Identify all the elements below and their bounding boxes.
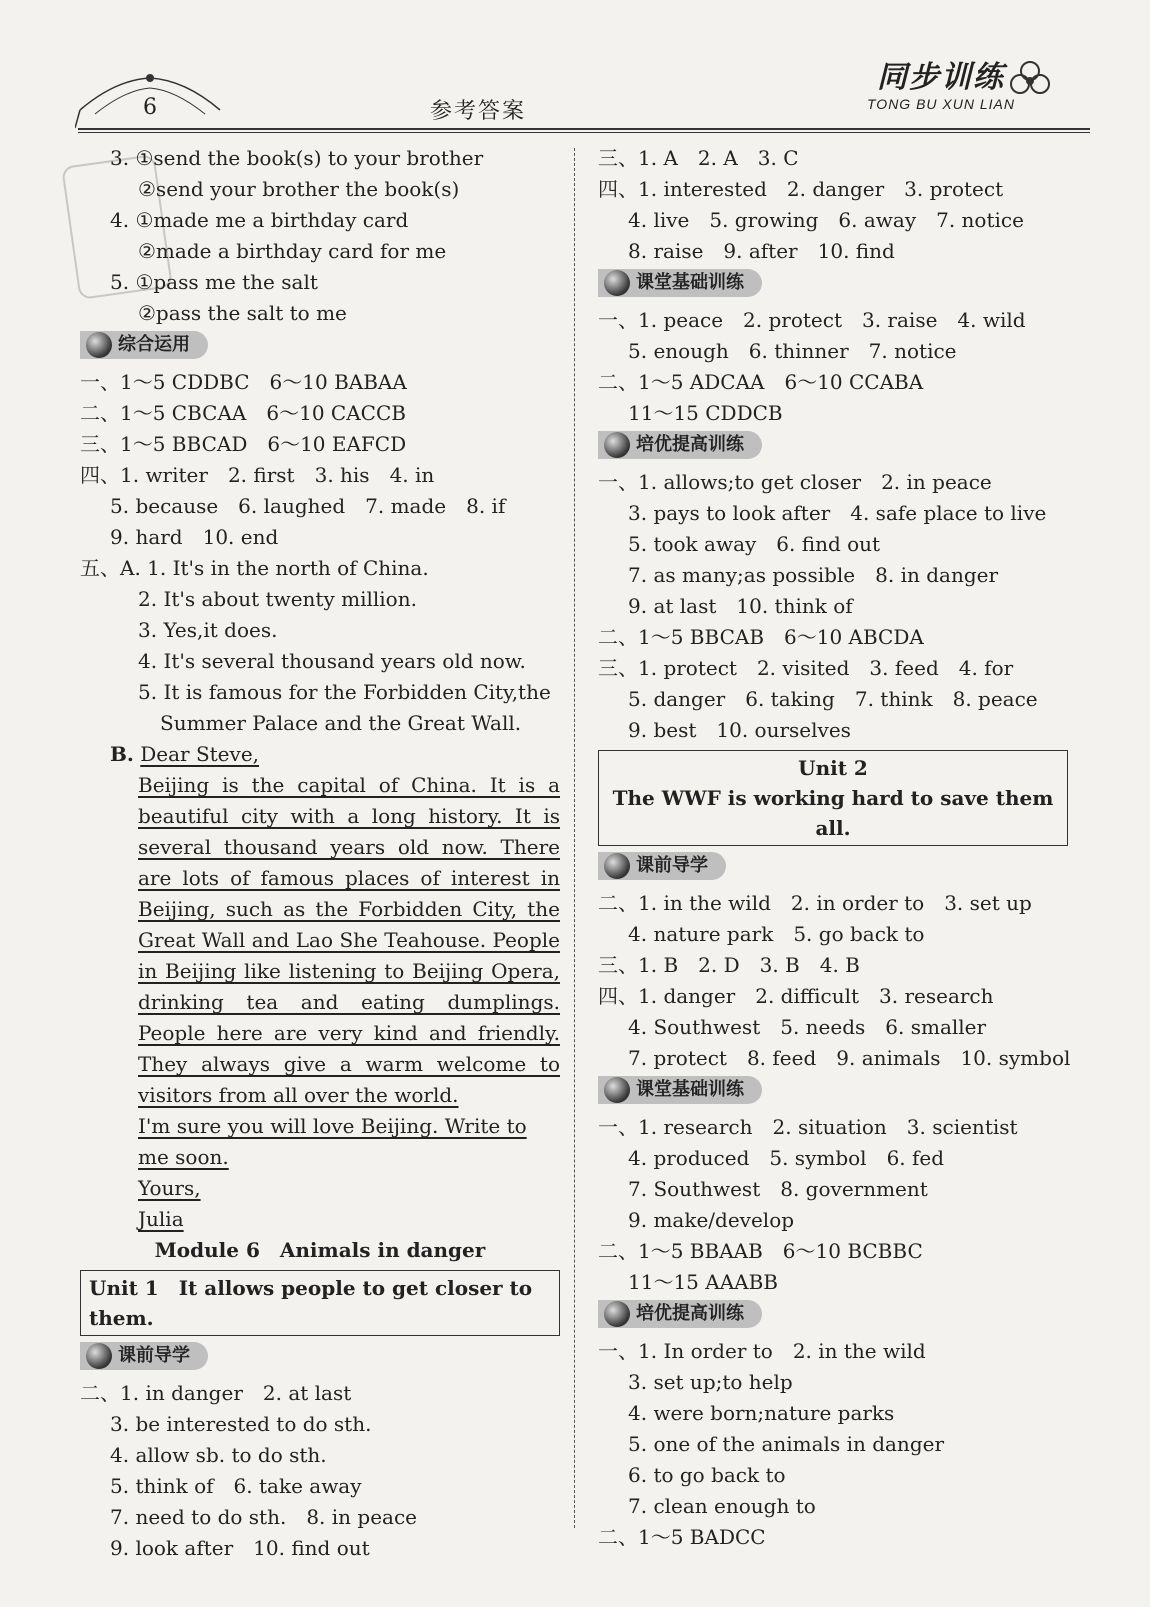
ball-icon — [604, 432, 630, 458]
answer-line: 二、1～5 BADCC — [598, 1525, 766, 1549]
right-column — [598, 143, 1071, 1553]
brand-logo — [867, 52, 1015, 112]
answer-line: 5. think of 6. take away — [110, 1474, 362, 1498]
section-tag-label: 综合运用 — [118, 334, 190, 355]
answer-line: 3. ①send the book(s) to your brother — [110, 146, 484, 170]
section-tag-label: 课堂基础训练 — [636, 1079, 744, 1100]
answer-line: 一、1. peace 2. protect 3. raise 4. wild — [598, 308, 1026, 332]
section-tag-label: 课前导学 — [636, 855, 708, 876]
letter-close: me soon. — [138, 1145, 229, 1169]
answer-line: 一、1. In order to 2. in the wild — [598, 1339, 926, 1363]
answer-line: 5. took away 6. find out — [628, 532, 881, 556]
answer-line: 4. It's several thousand years old now. — [138, 649, 526, 673]
answer-line: 7. Southwest 8. government — [628, 1177, 928, 1201]
flower-icon — [1005, 56, 1055, 106]
answer-line: 4. Southwest 5. needs 6. smaller — [628, 1015, 987, 1039]
answer-line: 9. make/develop — [628, 1208, 795, 1232]
answer-line: Summer Palace and the Great Wall. — [160, 711, 522, 735]
letter-signoff: Yours, — [138, 1176, 201, 1200]
answer-line: 9. at last 10. think of — [628, 594, 853, 618]
ball-icon — [604, 270, 630, 296]
answer-line: 3. pays to look after 4. safe place to live — [628, 501, 1047, 525]
section-tag — [598, 1076, 762, 1104]
page-number: 6 — [143, 95, 157, 120]
answer-line: 二、1～5 BBAAB 6～10 BCBBC — [598, 1239, 923, 1263]
answer-line: ②pass the salt to me — [138, 301, 347, 325]
answer-line: 4. produced 5. symbol 6. fed — [628, 1146, 945, 1170]
answer-line: 三、1. protect 2. visited 3. feed 4. for — [598, 656, 1014, 680]
section-tag-label: 培优提高训练 — [636, 434, 744, 455]
section-tag — [598, 269, 762, 297]
answer-line: 5. It is famous for the Forbidden City,the — [138, 680, 551, 704]
answer-line: 五、A. 1. It's in the north of China. — [80, 556, 429, 580]
answer-line: 三、1. A 2. A 3. C — [598, 146, 799, 170]
answer-line: ②send your brother the book(s) — [138, 177, 460, 201]
answer-line: 二、1～5 BBCAB 6～10 ABCDA — [598, 625, 924, 649]
answer-line: 7. protect 8. feed 9. animals 10. symbol — [628, 1046, 1071, 1070]
answer-line: 四、1. interested 2. danger 3. protect — [598, 177, 1004, 201]
answer-line: 4. ①made me a birthday card — [110, 208, 409, 232]
unit-title: Unit 1 It allows people to get closer to them. — [80, 1270, 560, 1336]
section-tag — [80, 1342, 208, 1370]
ball-icon — [604, 853, 630, 879]
ball-icon — [604, 1301, 630, 1327]
answer-line: 9. hard 10. end — [110, 525, 279, 549]
answer-line: 2. It's about twenty million. — [138, 587, 417, 611]
brand-cn: 同步训练 — [877, 60, 1005, 95]
answer-line: 4. nature park 5. go back to — [628, 922, 925, 946]
answer-line: 5. danger 6. taking 7. think 8. peace — [628, 687, 1038, 711]
answer-line: 3. Yes,it does. — [138, 618, 278, 642]
answer-line: 7. need to do sth. 8. in peace — [110, 1505, 418, 1529]
module-title: Module 6 Animals in danger — [154, 1238, 486, 1262]
section-tag — [598, 431, 762, 459]
letter-signature: Julia — [138, 1207, 184, 1231]
answer-line: 3. set up;to help — [628, 1370, 793, 1394]
answer-line: 一、1. research 2. situation 3. scientist — [598, 1115, 1018, 1139]
ball-icon — [86, 1343, 112, 1369]
answer-line: 二、1. in danger 2. at last — [80, 1381, 352, 1405]
ball-icon — [604, 1077, 630, 1103]
answer-line: 7. as many;as possible 8. in danger — [628, 563, 999, 587]
answer-line: 4. allow sb. to do sth. — [110, 1443, 327, 1467]
answer-line: ②made a birthday card for me — [138, 239, 447, 263]
section-tag — [598, 1300, 762, 1328]
answer-line: 三、1. B 2. D 3. B 4. B — [598, 953, 860, 977]
unit-title-box — [598, 750, 1068, 846]
answer-line: 9. look after 10. find out — [110, 1536, 370, 1560]
answer-line: 8. raise 9. after 10. find — [628, 239, 895, 263]
column-divider — [574, 148, 575, 1528]
answer-line: 5. one of the animals in danger — [628, 1432, 945, 1456]
answer-line: 6. to go back to — [628, 1463, 786, 1487]
header-rule — [78, 128, 1090, 130]
section-tag-label: 培优提高训练 — [636, 1303, 744, 1324]
answer-line: 7. clean enough to — [628, 1494, 816, 1518]
brand-en: TONG BU XUN LIAN — [867, 96, 1015, 112]
unit-title: The WWF is working hard to save them all. — [612, 786, 1054, 840]
letter-body: Beijing is the capital of China. It is a beautiful city with a long history. It is several thousand years old now. There are lots of famous places of interest in Beijing, such as the Forbidden City, the Great Wall and Lao She Teahouse. People in Beijing like listening to Beijing Opera, drinking tea and eating dumplings. People here are very kind and friendly. They always give a warm welcome to visitors from all over the world. — [138, 773, 560, 1107]
answer-line: 二、1～5 CBCAA 6～10 CACCB — [80, 401, 406, 425]
letter-label: B. — [110, 742, 134, 766]
answer-line: 一、1～5 CDDBC 6～10 BABAA — [80, 370, 407, 394]
header-rule-thin — [78, 132, 1090, 133]
section-tag-label: 课前导学 — [118, 1345, 190, 1366]
unit-number: Unit 2 — [798, 756, 868, 780]
answer-line: 二、1～5 ADCAA 6～10 CCABA — [598, 370, 924, 394]
answer-line: 4. were born;nature parks — [628, 1401, 895, 1425]
answer-line: 11～15 AAABB — [628, 1270, 778, 1294]
answer-line: 一、1. allows;to get closer 2. in peace — [598, 470, 992, 494]
answer-line: 三、1～5 BBCAD 6～10 EAFCD — [80, 432, 407, 456]
answer-line: 四、1. writer 2. first 3. his 4. in — [80, 463, 435, 487]
answer-line: 二、1. in the wild 2. in order to 3. set up — [598, 891, 1032, 915]
answer-line: 四、1. danger 2. difficult 3. research — [598, 984, 994, 1008]
letter-greeting: Dear Steve, — [140, 742, 260, 766]
page-title: 参考答案 — [430, 99, 527, 124]
ball-icon — [86, 332, 112, 358]
answer-line: 5. enough 6. thinner 7. notice — [628, 339, 957, 363]
answer-line: 9. best 10. ourselves — [628, 718, 851, 742]
letter-greeting-line — [80, 739, 560, 770]
page-header — [75, 60, 1075, 132]
answer-line: 11～15 CDDCB — [628, 401, 783, 425]
answer-line: 5. because 6. laughed 7. made 8. if — [110, 494, 506, 518]
answer-line: 5. ①pass me the salt — [110, 270, 318, 294]
letter-close: I'm sure you will love Beijing. Write to — [138, 1114, 527, 1138]
section-tag — [598, 852, 726, 880]
answer-line: 3. be interested to do sth. — [110, 1412, 372, 1436]
answer-line: 4. live 5. growing 6. away 7. notice — [628, 208, 1024, 232]
left-column — [80, 143, 560, 1564]
section-tag — [80, 331, 208, 359]
section-tag-label: 课堂基础训练 — [636, 272, 744, 293]
